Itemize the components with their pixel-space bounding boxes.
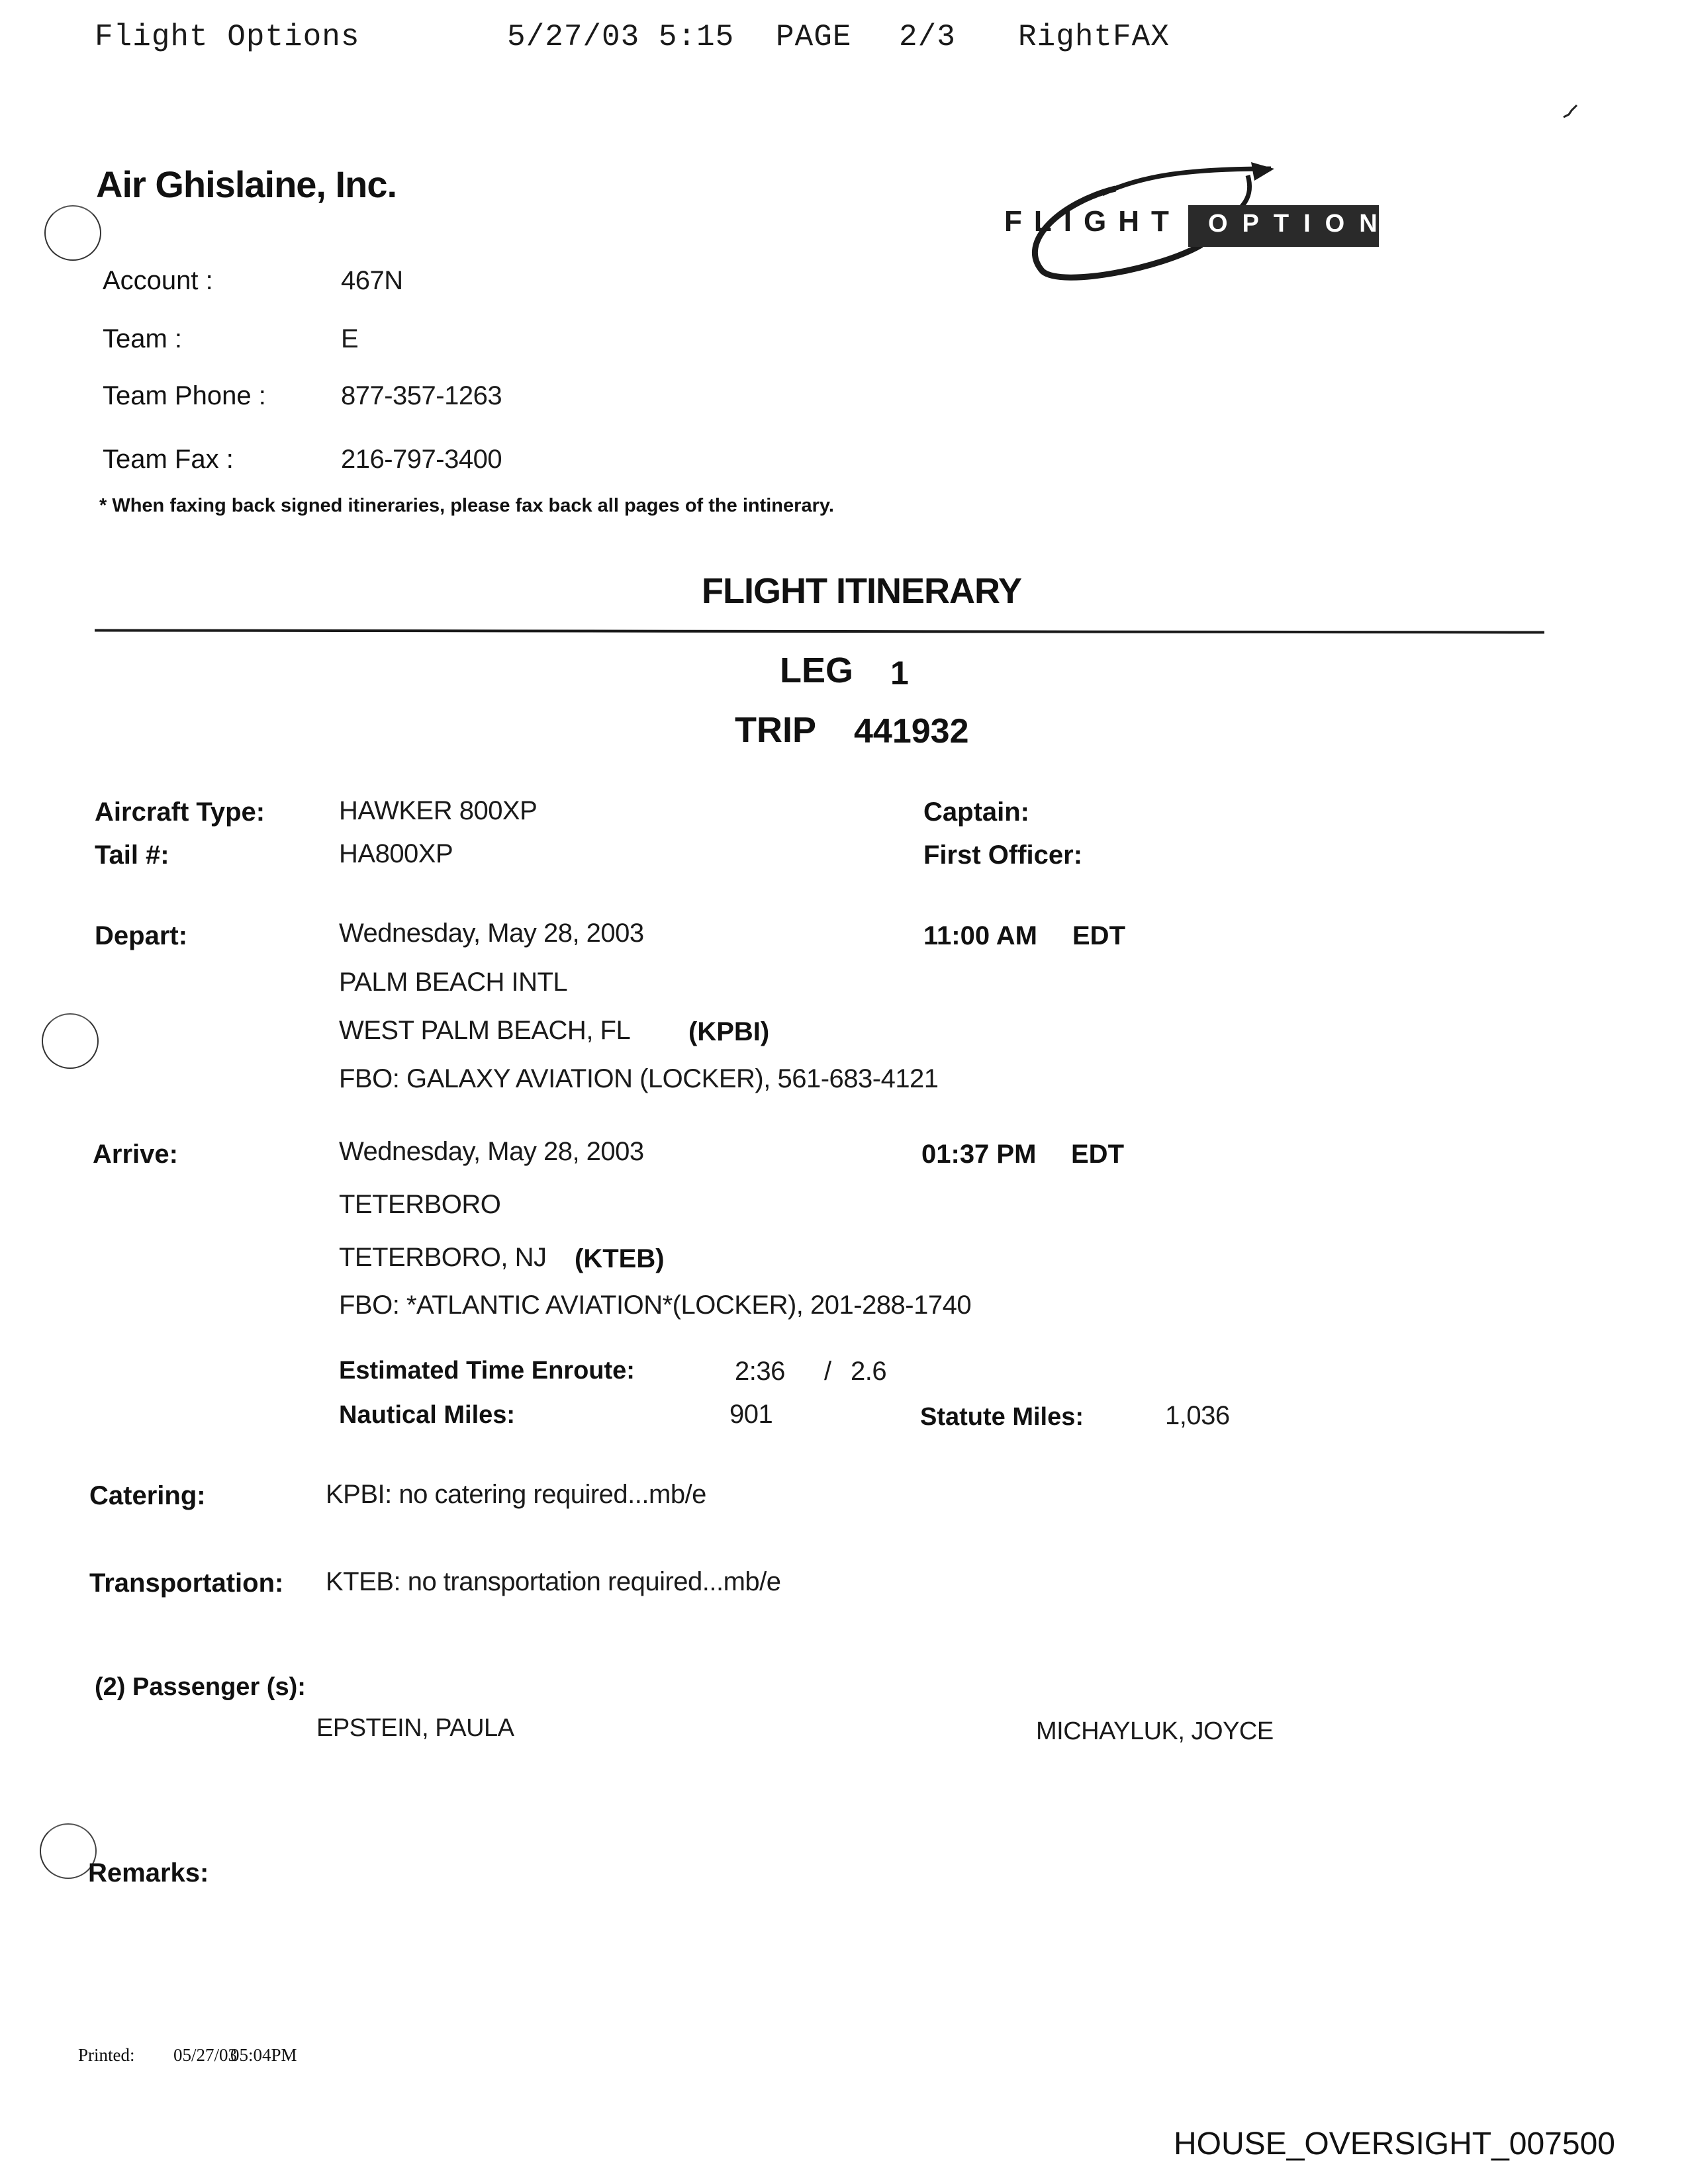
nautical-miles-label: Nautical Miles: [339, 1401, 516, 1429]
printed-date: 05/27/03 [173, 2045, 238, 2065]
depart-date: Wednesday, May 28, 2003 [339, 919, 644, 948]
logo-left-text: FLIGHT [1004, 205, 1181, 238]
captain-label: Captain: [923, 797, 1029, 827]
catering-value: KPBI: no catering required...mb/e [326, 1480, 706, 1509]
fax-back-note: * When faxing back signed itineraries, please fax back all pages of the intinerary. [99, 495, 834, 516]
tail-number-value: HA800XP [339, 839, 453, 868]
trip-number: 441932 [854, 712, 969, 751]
arrive-date: Wednesday, May 28, 2003 [339, 1137, 644, 1166]
statute-miles-value: 1,036 [1165, 1401, 1230, 1430]
passenger-name: MICHAYLUK, JOYCE [1036, 1717, 1274, 1745]
arrive-label: Arrive: [93, 1140, 178, 1169]
depart-fbo: FBO: GALAXY AVIATION (LOCKER), 561-683-4121 [339, 1064, 939, 1093]
team-phone-value: 877-357-1263 [341, 381, 502, 410]
ete-decimal: 2.6 [851, 1357, 887, 1386]
divider [95, 629, 1544, 633]
transportation-label: Transportation: [89, 1569, 284, 1598]
printed-label: Printed: [78, 2045, 135, 2065]
transportation-value: KTEB: no transportation required...mb/e [326, 1567, 781, 1596]
fax-page-label: PAGE [776, 20, 852, 54]
aircraft-type-label: Aircraft Type: [95, 797, 265, 827]
depart-timezone: EDT [1072, 921, 1125, 950]
depart-time: 11:00 AM [923, 921, 1037, 950]
ete-label: Estimated Time Enroute: [339, 1357, 635, 1385]
account-label: Account : [103, 266, 213, 295]
arrive-airport: TETERBORO [339, 1190, 501, 1219]
leg-label: LEG [780, 651, 854, 690]
trip-label: TRIP [735, 710, 817, 750]
fax-datetime: 5/27/03 5:15 [507, 20, 735, 54]
flight-options-logo [990, 162, 1493, 295]
first-officer-label: First Officer: [923, 841, 1083, 870]
tail-number-label: Tail #: [95, 841, 169, 870]
remarks-label: Remarks: [88, 1858, 209, 1888]
passengers-label: (2) Passenger (s): [95, 1673, 306, 1701]
aircraft-type-value: HAWKER 800XP [339, 796, 538, 825]
depart-label: Depart: [95, 921, 188, 950]
catering-label: Catering: [89, 1481, 206, 1510]
nautical-miles-value: 901 [729, 1400, 773, 1429]
team-fax-value: 216-797-3400 [341, 445, 502, 474]
arrive-time: 01:37 PM [921, 1140, 1037, 1169]
account-value: 467N [341, 266, 403, 295]
itinerary-title: FLIGHT ITINERARY [702, 571, 1021, 611]
statute-miles-label: Statute Miles: [920, 1403, 1084, 1431]
arrive-airport-code: (KTEB) [575, 1244, 665, 1273]
team-label: Team : [103, 324, 183, 353]
team-fax-label: Team Fax : [103, 445, 234, 474]
team-phone-label: Team Phone : [103, 381, 266, 410]
arrive-city: TETERBORO, NJ [339, 1243, 547, 1272]
arrive-fbo: FBO: *ATLANTIC AVIATION*(LOCKER), 201-288-1740 [339, 1291, 972, 1320]
fax-service: RightFAX [1018, 20, 1170, 54]
ete-value: 2:36 [735, 1357, 785, 1386]
arrive-timezone: EDT [1071, 1140, 1124, 1169]
team-value: E [341, 324, 359, 353]
fax-page-number: 2/3 [899, 20, 956, 54]
company-name: Air Ghislaine, Inc. [96, 163, 397, 205]
pen-mark-icon [1562, 103, 1582, 122]
ete-separator: / [824, 1357, 831, 1386]
hole-punch-icon [44, 205, 101, 261]
passenger-name: EPSTEIN, PAULA [316, 1714, 514, 1742]
leg-number: 1 [890, 655, 909, 692]
fax-sender: Flight Options [95, 20, 360, 54]
depart-airport: PALM BEACH INTL [339, 968, 568, 997]
hole-punch-icon [42, 1013, 99, 1069]
depart-city: WEST PALM BEACH, FL [339, 1016, 631, 1045]
logo-right-text: OPTIONS [1208, 210, 1424, 238]
bates-number: HOUSE_OVERSIGHT_007500 [1174, 2126, 1615, 2161]
printed-time: 05:04PM [230, 2045, 297, 2065]
depart-airport-code: (KPBI) [688, 1017, 770, 1046]
